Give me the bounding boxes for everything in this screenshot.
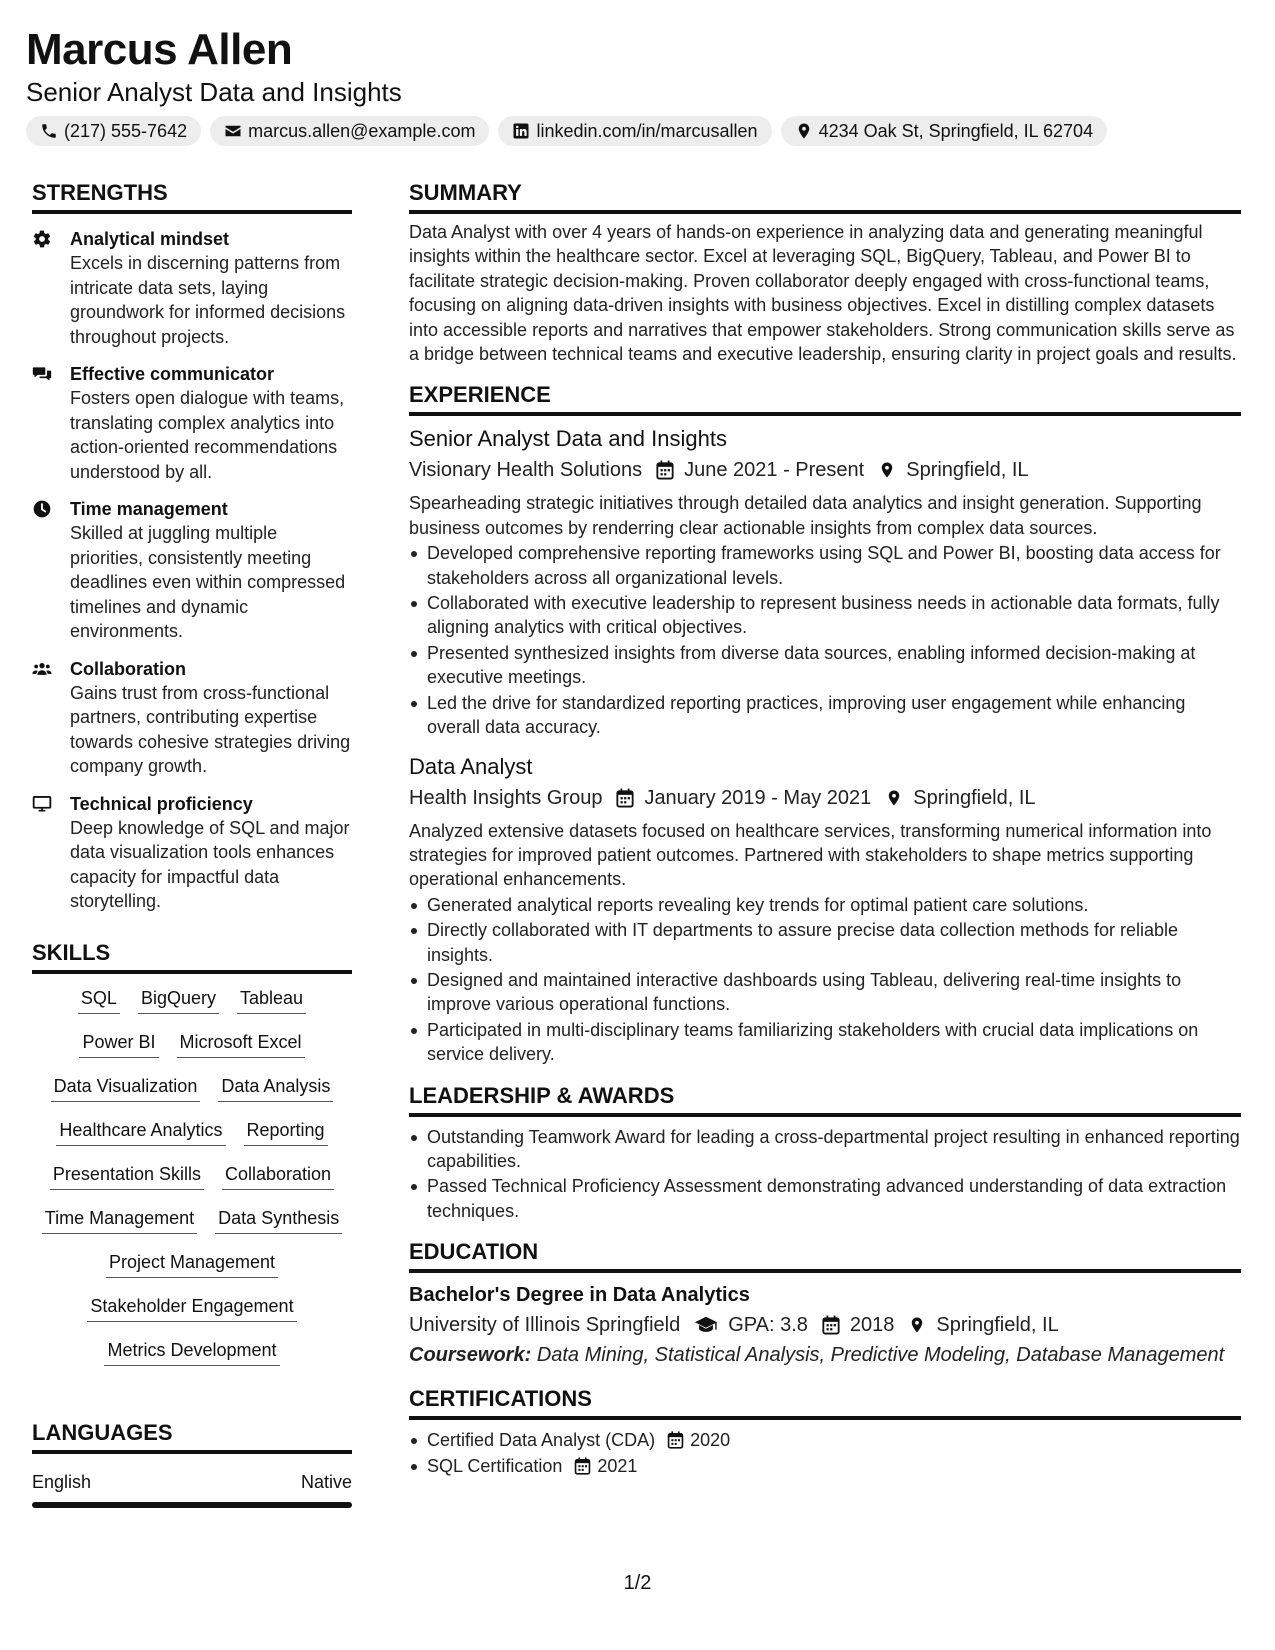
calendar-icon	[656, 460, 674, 480]
gear-icon	[32, 229, 52, 249]
skill-tag: Tableau	[237, 986, 306, 1014]
calendar-icon	[574, 1457, 591, 1475]
languages-heading: LANGUAGES	[32, 1418, 352, 1454]
contact-email[interactable]	[210, 116, 489, 146]
job-description: Spearheading strategic initiatives through detailed data analytics and insight generation. Supporting business outcomes by renderring clear actionable insights from complex data sources.	[409, 493, 1202, 538]
contact-address-text: 4234 Oak St, Springfield, IL 62704	[818, 120, 1094, 141]
users-icon	[32, 659, 52, 679]
skill-tag: BigQuery	[138, 986, 219, 1014]
strength-description: Deep knowledge of SQL and major data visualization tools enhances capacity for impactful data storytelling.	[70, 817, 350, 911]
job-meta	[409, 783, 1241, 813]
job-company: Health Insights Group	[409, 786, 603, 809]
contact-address[interactable]	[781, 116, 1108, 146]
strength-item	[32, 657, 352, 779]
strength-title: Time management	[70, 499, 228, 519]
job-bullets	[409, 893, 1241, 1067]
right-column	[409, 178, 1241, 1478]
strength-title: Effective communicator	[70, 364, 275, 384]
strength-title: Collaboration	[70, 658, 186, 679]
skill-tag: Presentation Skills	[50, 1162, 204, 1190]
certification-year: 2020	[690, 1430, 731, 1451]
job-title: Data Analyst	[409, 753, 533, 779]
gpa-text: GPA: 3.8	[728, 1314, 808, 1337]
job-dates: January 2019 - May 2021	[644, 786, 872, 809]
skill-tag: Project Management	[106, 1250, 278, 1278]
job-description: Analyzed extensive datasets focused on healthcare services, transforming numerical information into strategies for improved patient outcomes. Partnered with stakeholders to shape metrics supporting operational enhancements.	[409, 820, 1212, 890]
envelope-icon	[224, 122, 242, 140]
certifications-list	[409, 1428, 1241, 1478]
summary-heading: SUMMARY	[409, 178, 1241, 214]
experience-heading: EXPERIENCE	[409, 380, 1241, 416]
education-heading: EDUCATION	[409, 1237, 1241, 1273]
strength-description: Fosters open dialogue with teams, translating complex analytics into action-oriented recommendations understood by all.	[70, 388, 345, 482]
skill-tag: Time Management	[42, 1206, 197, 1234]
leadership-heading: LEADERSHIP & AWARDS	[409, 1081, 1241, 1117]
job-bullet: Led the drive for standardized reporting practices, improving user engagement while enhancing overall data accuracy.	[409, 691, 1241, 740]
award-bullet: Outstanding Teamwork Award for leading a cross-departmental project resulting in enhanced reporting capabilities.	[409, 1125, 1241, 1174]
coursework-label: Coursework:	[409, 1344, 532, 1367]
skill-tag: Healthcare Analytics	[56, 1118, 225, 1146]
job-title: Senior Analyst Data and Insights	[409, 426, 727, 452]
job-entry	[409, 424, 1241, 739]
location-pin-icon	[795, 122, 813, 140]
contact-linkedin[interactable]	[498, 116, 771, 146]
language-item	[32, 1470, 352, 1494]
school-location: Springfield, IL	[936, 1314, 1059, 1337]
job-dates: June 2021 - Present	[684, 459, 865, 482]
skills-heading: SKILLS	[32, 938, 352, 974]
job-bullet: Participated in multi-disciplinary teams familiarizing stakeholders with crucial data implications on service delivery.	[409, 1018, 1241, 1067]
contact-phone[interactable]	[26, 116, 201, 146]
certification-name: SQL Certification	[427, 1455, 563, 1476]
language-proficiency-bar	[32, 1502, 352, 1508]
graduation-cap-icon	[694, 1315, 718, 1335]
job-meta	[409, 455, 1241, 485]
strength-description: Skilled at juggling multiple priorities, consistently meeting deadlines even within compressed timelines and dynamic environments.	[70, 523, 346, 641]
job-location: Springfield, IL	[913, 786, 1036, 809]
skill-tag: SQL	[78, 986, 120, 1014]
job-bullet: Developed comprehensive reporting frameworks using SQL and Power BI, boosting data access for stakeholders across all organizational levels.	[409, 541, 1241, 590]
candidate-name: Marcus Allen	[26, 25, 293, 74]
skills-list	[32, 986, 352, 1382]
skill-tag: Reporting	[244, 1118, 328, 1146]
calendar-icon	[667, 1431, 684, 1449]
certifications-heading: CERTIFICATIONS	[409, 1384, 1241, 1420]
strength-item	[32, 792, 352, 914]
strength-description: Excels in discerning patterns from intricate data sets, laying groundwork for informed decisions throughout projects.	[70, 253, 346, 347]
education-entry	[409, 1281, 1241, 1370]
location-pin-icon	[885, 788, 903, 808]
page-number: 1/2	[623, 1572, 652, 1594]
skill-tag: Data Visualization	[51, 1074, 201, 1102]
skill-tag: Stakeholder Engagement	[87, 1294, 296, 1322]
strength-title: Technical proficiency	[70, 793, 253, 814]
certification-name: Certified Data Analyst (CDA)	[427, 1430, 656, 1451]
clock-icon	[32, 499, 52, 519]
summary-text: Data Analyst with over 4 years of hands-on experience in analyzing data and generating meaningful insights within the healthcare sector. Excel at leveraging SQL, BigQuery, Tableau, and Power BI to facilitate strategic decision-making. Proven collaborator deeply engaged with cross-functional teams, focusing on aligning data-driven insights with business objectives. Excel in distilling complex datasets into accessible reports and narratives that empower stakeholders. Strong communication skills serve as a bridge between technical teams and executive leadership, ensuring clarity in project goals and results.	[409, 222, 1237, 365]
job-location: Springfield, IL	[906, 459, 1029, 482]
skill-tag: Data Synthesis	[215, 1206, 342, 1234]
school-name: University of Illinois Springfield	[409, 1314, 681, 1337]
monitor-icon	[32, 794, 52, 814]
contact-email-text: marcus.allen@example.com	[248, 120, 476, 141]
strength-title: Analytical mindset	[70, 229, 230, 249]
phone-icon	[40, 122, 58, 140]
contact-linkedin-text: linkedin.com/in/marcusallen	[536, 120, 758, 141]
skill-tag: Collaboration	[222, 1162, 334, 1190]
left-column	[32, 178, 352, 1508]
strength-item	[32, 497, 352, 644]
skill-tag: Metrics Development	[104, 1338, 279, 1366]
candidate-title: Senior Analyst Data and Insights	[26, 77, 402, 107]
chat-bubbles-icon	[32, 364, 52, 384]
job-bullet: Generated analytical reports revealing key trends for optimal patient care solutions.	[409, 893, 1241, 917]
contact-phone-text: (217) 555-7642	[64, 120, 188, 141]
job-bullet: Presented synthesized insights from diverse data sources, enabling informed decision-making at executive meetings.	[409, 641, 1241, 690]
certification-item	[409, 1428, 1241, 1452]
coursework	[409, 1340, 1241, 1370]
certification-item	[409, 1454, 1241, 1478]
job-bullets	[409, 541, 1241, 739]
leadership-bullets	[409, 1125, 1241, 1224]
education-meta	[409, 1310, 1241, 1340]
job-bullet: Designed and maintained interactive dashboards using Tableau, delivering real-time insights to improve various operational functions.	[409, 968, 1241, 1017]
coursework-list: Data Mining, Statistical Analysis, Predictive Modeling, Database Management	[536, 1344, 1225, 1367]
strength-item	[32, 227, 352, 349]
certification-year: 2021	[597, 1455, 638, 1476]
award-bullet: Passed Technical Proficiency Assessment demonstrating advanced understanding of data extraction techniques.	[409, 1174, 1241, 1223]
skill-tag: Data Analysis	[218, 1074, 333, 1102]
calendar-icon	[822, 1315, 840, 1335]
job-bullet: Collaborated with executive leadership to represent business needs in actionable data formats, fully aligning analytics with critical objectives.	[409, 591, 1241, 640]
strength-item	[32, 362, 352, 484]
strengths-heading: STRENGTHS	[32, 178, 352, 214]
job-entry	[409, 752, 1241, 1067]
degree-title: Bachelor's Degree in Data Analytics	[409, 1284, 750, 1307]
language-level: Native	[300, 1471, 352, 1492]
linkedin-icon	[512, 122, 530, 140]
resume-header	[26, 24, 1246, 146]
location-pin-icon	[878, 460, 896, 480]
skill-tag: Microsoft Excel	[177, 1030, 305, 1058]
strength-description: Gains trust from cross-functional partners, contributing expertise towards cohesive strategies driving company growth.	[70, 682, 351, 776]
language-name: English	[32, 1471, 92, 1492]
calendar-icon	[616, 788, 634, 808]
location-pin-icon	[908, 1315, 926, 1335]
contact-bar	[26, 116, 1246, 146]
graduation-year: 2018	[849, 1314, 895, 1337]
skill-tag: Power BI	[79, 1030, 158, 1058]
job-bullet: Directly collaborated with IT departments to assure precise data collection methods for reliable insights.	[409, 918, 1241, 967]
job-company: Visionary Health Solutions	[409, 459, 643, 482]
